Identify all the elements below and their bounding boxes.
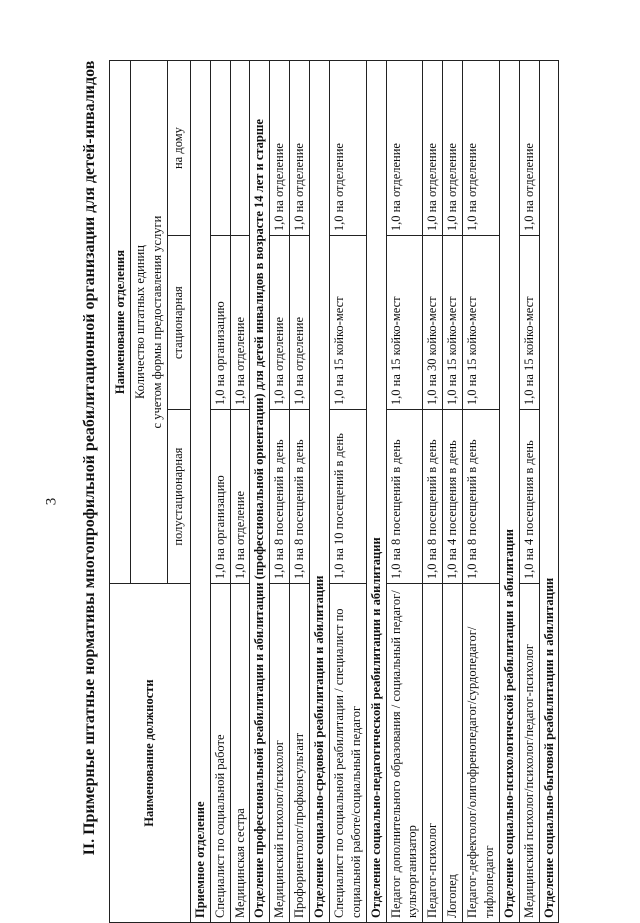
header-units bbox=[131, 61, 168, 584]
position-cell: Медицинская сестра bbox=[230, 584, 250, 923]
section-title: Отделение профессиональной реабилитации и абилитации (профессиональной ориентации) для детей инвалидов в возрасте 14 лет и старше bbox=[250, 61, 270, 923]
home-cell: 1,0 на отделение bbox=[463, 61, 500, 236]
home-cell: 1,0 на отделение bbox=[519, 61, 539, 236]
inpatient-cell: 1,0 на отделение bbox=[230, 236, 250, 410]
table-row bbox=[329, 61, 366, 923]
section-title: Отделение социально-бытовой реабилитации и абилитации bbox=[539, 61, 559, 923]
section-row bbox=[250, 61, 270, 923]
table-body bbox=[190, 61, 559, 923]
table-header bbox=[110, 61, 191, 923]
outpatient-cell: 1,0 на 8 посещений в день bbox=[386, 410, 423, 584]
inpatient-cell: 1,0 на 15 койко-мест bbox=[386, 236, 423, 410]
staffing-table bbox=[109, 60, 559, 923]
inpatient-cell: 1,0 на отделение bbox=[290, 236, 310, 410]
section-row bbox=[310, 61, 330, 923]
outpatient-cell: 1,0 на 8 посещений в день bbox=[270, 410, 290, 584]
inpatient-cell: 1,0 на организацию bbox=[210, 236, 230, 410]
inpatient-cell: 1,0 на 15 койко-мест bbox=[443, 236, 463, 410]
position-cell: Педагог-психолог bbox=[423, 584, 443, 923]
table-row bbox=[270, 61, 290, 923]
section-row bbox=[499, 61, 519, 923]
table-row bbox=[519, 61, 539, 923]
table-row bbox=[423, 61, 443, 923]
header-department: Наименование отделения bbox=[110, 61, 131, 584]
header-form-home: на дому bbox=[167, 61, 190, 236]
header-position: Наименование должности bbox=[110, 584, 191, 923]
home-cell bbox=[210, 61, 230, 236]
outpatient-cell: 1,0 на 4 посещения в день bbox=[443, 410, 463, 584]
section-title: Отделение социально-психологической реабилитации и абилитации bbox=[499, 61, 519, 923]
header-units-subtitle: с учетом формы предоставления услуги bbox=[149, 215, 164, 429]
header-units-title: Количество штатных единиц bbox=[133, 245, 147, 400]
position-cell: Логопед bbox=[443, 584, 463, 923]
outpatient-cell: 1,0 на 4 посещения в день bbox=[519, 410, 539, 584]
home-cell bbox=[230, 61, 250, 236]
inpatient-cell: 1,0 на 30 койко-мест bbox=[423, 236, 443, 410]
position-cell: Медицинский психолог/психолог bbox=[270, 584, 290, 923]
position-cell: Специалист по социальной реабилитации / специалист по социальной работе/социальный педагог bbox=[329, 584, 366, 923]
outpatient-cell: 1,0 на 8 посещений в день bbox=[423, 410, 443, 584]
inpatient-cell: 1,0 на 15 койко-мест bbox=[463, 236, 500, 410]
home-cell: 1,0 на отделение bbox=[443, 61, 463, 236]
outpatient-cell: 1,0 на 8 посещений в день bbox=[290, 410, 310, 584]
outpatient-cell: 1,0 на отделение bbox=[230, 410, 250, 584]
home-cell: 1,0 на отделение bbox=[386, 61, 423, 236]
section-row bbox=[366, 61, 386, 923]
home-cell: 1,0 на отделение bbox=[423, 61, 443, 236]
header-form-outpatient: полустационарная bbox=[167, 410, 190, 584]
position-cell: Педагог-дефектолог/олигофренопедагог/сурдопедагог/тифлопедагог bbox=[463, 584, 500, 923]
position-cell: Профориентолог/профконсультант bbox=[290, 584, 310, 923]
outpatient-cell: 1,0 на организацию bbox=[210, 410, 230, 584]
section-title: Приемное отделение bbox=[190, 61, 210, 923]
table-row bbox=[443, 61, 463, 923]
outpatient-cell: 1,0 на 10 посещений в день bbox=[329, 410, 366, 584]
page-number: 3 bbox=[43, 497, 60, 506]
table-row bbox=[386, 61, 423, 923]
home-cell: 1,0 на отделение bbox=[270, 61, 290, 236]
home-cell: 1,0 на отделение bbox=[329, 61, 366, 236]
document-heading: II. Примерные штатные нормативы многопрофильной реабилитационной организации для детей-инвалидов bbox=[81, 60, 98, 856]
position-cell: Медицинский психолог/психолог/педагог-психолог bbox=[519, 584, 539, 923]
table-row bbox=[230, 61, 250, 923]
section-row bbox=[539, 61, 559, 923]
section-title: Отделение социально-средовой реабилитации и абилитации bbox=[310, 61, 330, 923]
inpatient-cell: 1,0 на 15 койко-мест bbox=[519, 236, 539, 410]
section-title: Отделение социально-педагогической реабилитации и абилитации bbox=[366, 61, 386, 923]
inpatient-cell: 1,0 на 15 койко-мест bbox=[329, 236, 366, 410]
position-cell: Педагог дополнительного образования / социальный педагог/культорганизатор bbox=[386, 584, 423, 923]
table-row bbox=[463, 61, 500, 923]
home-cell: 1,0 на отделение bbox=[290, 61, 310, 236]
table-row bbox=[210, 61, 230, 923]
inpatient-cell: 1,0 на отделение bbox=[270, 236, 290, 410]
section-row bbox=[190, 61, 210, 923]
table-row bbox=[290, 61, 310, 923]
position-cell: Специалист по социальной работе bbox=[210, 584, 230, 923]
staffing-table-area bbox=[109, 60, 609, 923]
header-form-inpatient: стационарная bbox=[167, 236, 190, 410]
outpatient-cell: 1,0 на 8 посещений в день bbox=[463, 410, 500, 584]
rotated-page-content bbox=[109, 60, 609, 923]
